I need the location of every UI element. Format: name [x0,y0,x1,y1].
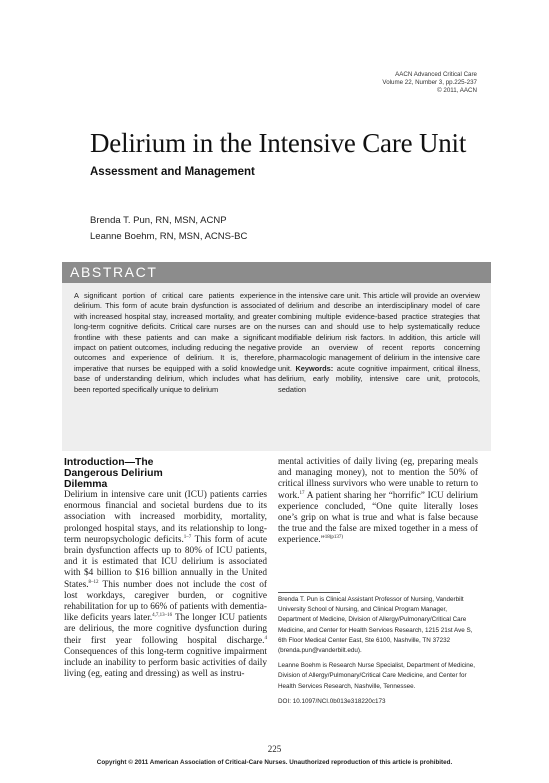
body-text: The longer ICU patients are delirious, the more cognitive dysfunction during their first year following hospital discharge. [64,613,267,646]
abstract-text-left: A significant portion of critical care patients experience delirium. This form of acute brain dysfunction is associated with increased hospital stay, increased mortality, and greater long-term cognitive deficits. Critical care nurses are on the frontline with these patients and can make a significant impact on patient outcomes, including reducing the negative outcomes and experience of delirium. It is, therefore, imperative that nurses be equipped with a solid knowledge base of understanding delirium, which includes what has been reported specifically unique to delirium [74,291,276,394]
abstract-heading: ABSTRACT [70,264,158,280]
page-number: 225 [267,744,282,754]
doi-text: DOI: 10.1097/NCI.0b013e318220c173 [278,697,386,705]
copyright-notice: Copyright © 2011 American Association of Critical-Care Nurses. Unauthorized reproduction of this article is prohibited. [96,759,453,766]
reference-superscript: 17 [299,490,305,496]
reference-superscript: 18(p137) [324,535,344,541]
body-column-right [278,457,478,547]
keywords-list: acute cognitive impairment, critical illness, delirium, early mobility, intensive care unit, protocols, sedation [278,363,481,394]
body-text: Consequences of this long-term cognitive impairment include an inability to perform basic activities of daily living (eg, eating and dressing) as well as instru- [64,646,267,680]
author-affiliation: Brenda T. Pun is Clinical Assistant Professor of Nursing, Vanderbilt University School of Nursing, and Clinical Program Manager, Department of Medicine, Division of Allergy/Pulmonary/Critical Care Medicine, and Center for Health Services Research, 1215 21st Ave S, 6th Floor Medical Center East, Ste 6100, Nashville, TN 37232 (brenda.pun@vanderbilt.edu). [278,596,473,655]
body-text: This form of acute brain dysfunction affects up to 80% of ICU patients, and it is estimated that ICU delirium is associated with $4 billion to $16 billion annually in the United States. [64,534,267,590]
author-name: Leanne Boehm, RN, MSN, ACNS-BC [90,231,248,242]
article-title: Delirium in the Intensive Care Unit [90,128,467,158]
body-text: Delirium in intensive care unit (ICU) patients carries enormous financial and societal burdens due to its association with increased morbidity, mortality, prolonged hospital stays, and its relationship to long-term neuropsychologic deficits. [64,490,267,545]
reference-superscript: 8–12 [88,579,99,585]
footnote-divider [278,592,340,593]
author-name: Brenda T. Pun, RN, MSN, ACNP [90,215,227,226]
keywords-label: Keywords: [295,363,334,373]
reference-superscript: 4,7,13–16 [152,613,173,619]
body-paragraph [278,457,478,547]
author-affiliation: Leanne Boehm is Research Nurse Specialist, Department of Medicine, Division of Allergy/Pulmonary/Critical Care Medicine, and Center for Health Services Research, Nashville, Tennessee. [278,662,476,690]
section-heading [64,457,267,490]
abstract-box [62,283,491,451]
section-heading-line: Introduction—The [64,457,154,468]
article-subtitle: Assessment and Management [90,166,255,178]
body-text: This number does not include the cost of lost workdays, caregiver burden, or cognitive rehabilitation for up to 66% of patients with dementia-like deficits years later. [64,579,267,624]
abstract-header-bar [62,262,491,283]
section-heading-line: Dilemma [64,479,108,490]
reference-superscript: 1–7 [183,534,192,540]
abstract-text-right: in the intensive care unit. This article will provide an overview of delirium and describe an interdisciplinary model of care combining multiple evidence-based practice strategies that nurses can and should use to help systematically reduce modifiable delirium risk factors. In addition, this article will provide an overview of recent reports concerning pharmacologic management of delirium in the intensive care unit. [278,291,480,373]
body-column-left [64,457,267,680]
body-text: A patient sharing her “horrific” ICU delirium experience concluded, “One quite literally loses one’s grip on what is true and what is false because the true and the false are mixed together in a mess of experience.” [278,490,478,546]
journal-name: AACN Advanced Critical Care [395,71,477,78]
body-paragraph [64,490,267,680]
journal-copyright: © 2011, AACN [437,87,477,94]
journal-header [382,71,477,95]
section-heading-line: Dangerous Delirium [64,468,163,479]
body-text: mental activities of daily living (eg, preparing meals and managing money), not to mention the 50% of critical illness survivors who were unable to return to work. [278,457,478,501]
author-list [90,213,247,245]
journal-volume: Volume 22, Number 3, pp.225-237 [382,79,477,86]
abstract-column-right [278,291,480,395]
author-footnotes [278,595,479,712]
reference-superscript: 4 [264,635,267,641]
